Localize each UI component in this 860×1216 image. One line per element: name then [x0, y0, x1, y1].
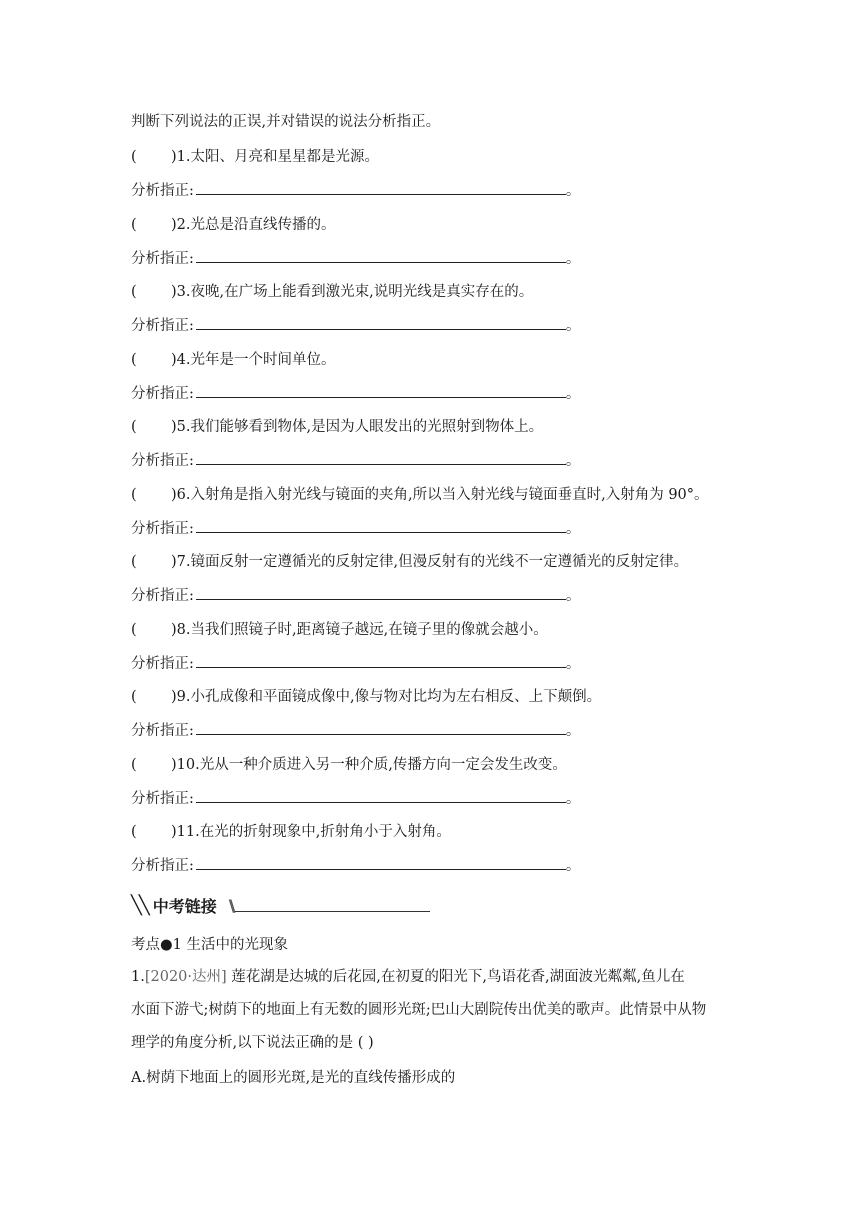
statement-number: )9.: [171, 689, 191, 705]
analysis-period: 。: [565, 183, 581, 199]
answer-paren[interactable]: (: [131, 419, 137, 435]
statement-item: [131, 687, 601, 707]
statement-number: )8.: [171, 621, 191, 638]
analysis-line: [131, 855, 580, 876]
answer-paren[interactable]: (: [131, 621, 137, 638]
analysis-label: 分析指正:: [131, 318, 194, 334]
analysis-line: [131, 653, 580, 674]
analysis-label: 分析指正:: [131, 520, 194, 537]
analysis-period: 。: [565, 318, 581, 334]
question-line-2: 水面下游弋;树荫下的地面上有无数的圆形光斑;巴山大剧院传出优美的歌声。此情景中从物: [131, 1002, 707, 1018]
statement-number: )10.: [171, 756, 200, 773]
statement-text: 当我们照镜子时,距离镜子越远,在镜子里的像就会越小。: [190, 621, 548, 638]
analysis-period: 。: [565, 858, 581, 874]
analysis-blank[interactable]: [196, 450, 566, 465]
statement-text: 入射角是指入射光线与镜面的夹角,所以当入射光线与镜面垂直时,入射角为 90°。: [190, 486, 709, 503]
statement-number: )11.: [171, 824, 200, 840]
question-text-1: 莲花湖是达城的后花园,在初夏的阳光下,鸟语花香,湖面波光粼粼,鱼儿在: [231, 969, 685, 985]
question-number: 1.: [131, 969, 145, 985]
statement-item: [131, 417, 543, 437]
statement-number: )1.: [171, 149, 191, 165]
analysis-blank[interactable]: [196, 788, 566, 803]
statement-text: 夜晚,在广场上能看到激光束,说明光线是真实存在的。: [190, 284, 534, 300]
statement-item: [131, 822, 451, 842]
analysis-label: 分析指正:: [131, 385, 194, 402]
analysis-label: 分析指正:: [131, 588, 194, 604]
analysis-period: 。: [565, 453, 581, 469]
analysis-line: [131, 248, 580, 269]
answer-paren[interactable]: (: [131, 689, 137, 705]
analysis-line: [131, 450, 580, 471]
statement-text: 太阳、月亮和星星都是光源。: [190, 149, 379, 165]
analysis-period: 。: [565, 723, 581, 739]
answer-paren[interactable]: (: [131, 149, 137, 165]
analysis-line: [131, 180, 580, 201]
statement-item: [131, 485, 709, 505]
analysis-label: 分析指正:: [131, 250, 194, 267]
analysis-period: 。: [565, 790, 581, 807]
option-a: A.树荫下地面上的圆形光斑,是光的直线传播形成的: [131, 1070, 456, 1086]
analysis-line: [131, 788, 580, 809]
statement-text: 镜面反射一定遵循光的反射定律,但漫反射有的光线不一定遵循光的反射定律。: [190, 554, 689, 570]
answer-paren[interactable]: (: [131, 216, 137, 233]
statement-text: 在光的折射现象中,折射角小于入射角。: [199, 824, 451, 840]
section-slash-icon: ╲╲: [131, 894, 147, 916]
statement-number: )6.: [171, 486, 191, 503]
analysis-blank[interactable]: [196, 855, 566, 870]
analysis-period: 。: [565, 520, 581, 537]
answer-paren[interactable]: (: [131, 824, 137, 840]
analysis-line: [131, 518, 580, 539]
analysis-line: [131, 383, 580, 404]
intro-text: 判断下列说法的正误,并对错误的说法分析指正。: [131, 114, 441, 130]
analysis-blank[interactable]: [196, 720, 566, 735]
analysis-label: 分析指正:: [131, 655, 194, 672]
statement-text: 光年是一个时间单位。: [190, 351, 336, 368]
statement-item: [131, 552, 688, 572]
analysis-label: 分析指正:: [131, 453, 194, 469]
analysis-line: [131, 720, 580, 741]
analysis-blank[interactable]: [196, 383, 566, 398]
analysis-blank[interactable]: [196, 248, 566, 263]
analysis-label: 分析指正:: [131, 183, 194, 199]
analysis-label: 分析指正:: [131, 858, 194, 874]
analysis-line: [131, 585, 580, 606]
statement-item: [131, 350, 336, 370]
question-source: [2020·达州]: [144, 969, 227, 985]
answer-paren[interactable]: (: [131, 351, 137, 368]
statement-number: )5.: [171, 419, 191, 435]
analysis-line: [131, 315, 580, 336]
statement-text: 小孔成像和平面镜成像中,像与物对比均为左右相反、上下颠倒。: [190, 689, 602, 705]
section-rule: [235, 899, 430, 912]
statement-number: )3.: [171, 284, 191, 300]
answer-paren[interactable]: (: [131, 756, 137, 773]
topic-heading: 考点●1 生活中的光现象: [131, 937, 288, 953]
statement-text: 我们能够看到物体,是因为人眼发出的光照射到物体上。: [190, 419, 544, 435]
statement-item: [131, 755, 567, 775]
statement-item: [131, 282, 533, 302]
statement-number: )4.: [171, 351, 191, 368]
analysis-period: 。: [565, 250, 581, 267]
statement-text: 光从一种介质进入另一种介质,传播方向一定会发生改变。: [199, 756, 567, 773]
statement-item: [131, 215, 336, 235]
statement-item: [131, 620, 548, 640]
section-header: [131, 893, 430, 917]
question-line-1: [131, 967, 685, 987]
analysis-period: 。: [565, 385, 581, 402]
analysis-label: 分析指正:: [131, 723, 194, 739]
analysis-blank[interactable]: [196, 518, 566, 533]
analysis-blank[interactable]: [196, 315, 566, 330]
statement-number: )7.: [171, 554, 191, 570]
answer-paren[interactable]: (: [131, 554, 137, 570]
analysis-blank[interactable]: [196, 653, 566, 668]
answer-paren[interactable]: (: [131, 284, 137, 300]
statement-text: 光总是沿直线传播的。: [190, 216, 336, 233]
analysis-blank[interactable]: [196, 180, 566, 195]
statement-item: [131, 147, 379, 167]
analysis-period: 。: [565, 655, 581, 672]
analysis-label: 分析指正:: [131, 790, 194, 807]
statement-number: )2.: [171, 216, 191, 233]
section-title: 中考链接: [152, 896, 217, 916]
question-line-3: 理学的角度分析,以下说法正确的是 ( ): [131, 1035, 374, 1051]
analysis-period: 。: [565, 588, 581, 604]
section-thin-slash-icon: \\: [228, 895, 232, 915]
analysis-blank[interactable]: [196, 585, 566, 600]
answer-paren[interactable]: (: [131, 486, 137, 503]
